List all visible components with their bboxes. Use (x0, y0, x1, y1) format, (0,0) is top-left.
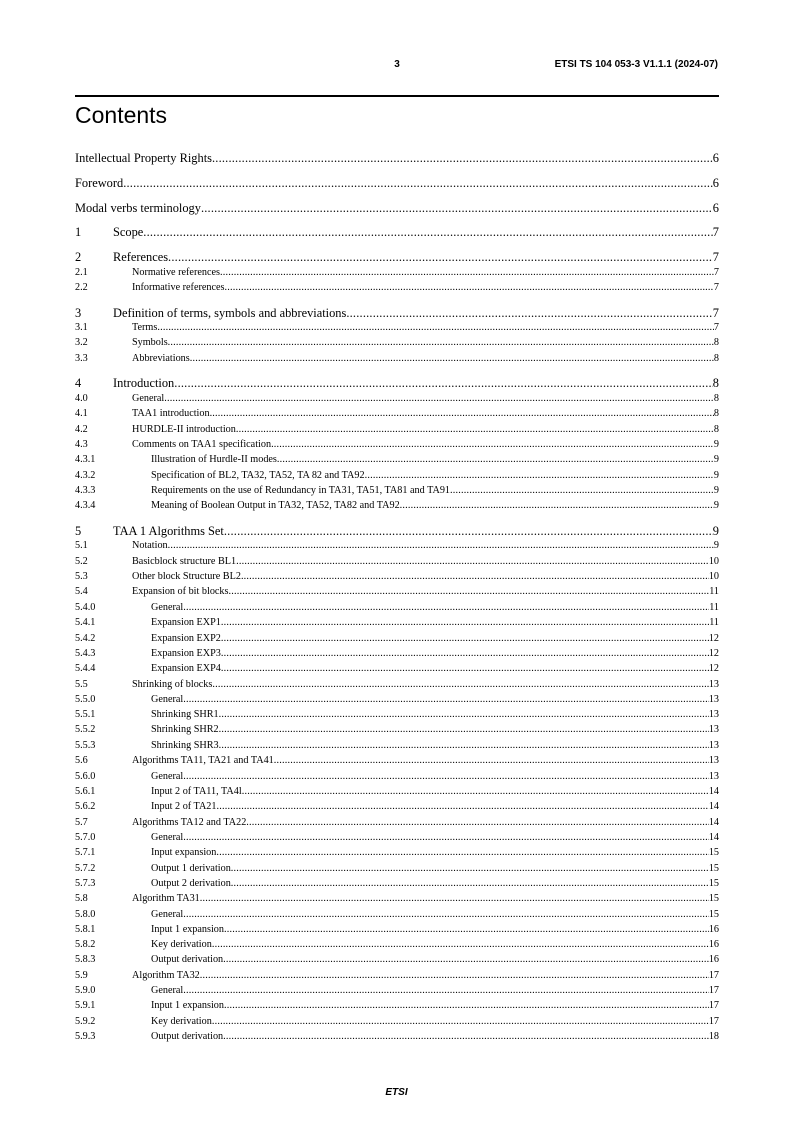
toc-dot-leader (183, 601, 709, 614)
toc-entry-page: 13 (708, 755, 719, 766)
toc-entry[interactable] (75, 984, 719, 997)
toc-entry-number: 5.4 (75, 586, 88, 597)
document-identifier: ETSI TS 104 053-3 V1.1.1 (2024-07) (554, 59, 718, 70)
toc-entry[interactable] (75, 938, 719, 951)
toc-dot-leader (168, 336, 714, 349)
toc-entry-page: 9 (713, 540, 719, 551)
toc-entry[interactable] (75, 953, 719, 966)
toc-entry-number: 5.8 (75, 893, 88, 904)
toc-entry[interactable] (75, 321, 719, 334)
toc-entry-page: 10 (708, 556, 719, 567)
toc-entry-number: 2 (75, 250, 82, 264)
toc-entry-title: Specification of BL2, TA32, TA52, TA 82 and TA92 (151, 470, 365, 481)
toc-entry-page: 17 (708, 1000, 719, 1011)
toc-dot-leader (224, 999, 709, 1012)
toc-dot-leader (221, 647, 709, 660)
toc-entry-number: 4.2 (75, 424, 88, 435)
toc-entry-page: 8 (712, 376, 719, 390)
toc-entry-title: Modal verbs terminology (75, 201, 201, 215)
toc-entry-page: 14 (708, 832, 719, 843)
page-number: 3 (394, 59, 400, 70)
toc-dot-leader (221, 632, 709, 645)
toc-entry[interactable] (75, 423, 719, 436)
toc-entry-number: 4.3.3 (75, 485, 96, 496)
toc-dot-leader (224, 524, 713, 539)
toc-entry-title: General (151, 694, 184, 705)
toc-entry-title: Other block Structure BL2 (132, 571, 241, 582)
toc-entry-title: General (151, 771, 184, 782)
toc-entry-title: Input 1 expansion (151, 924, 224, 935)
toc-entry-title: Expansion EXP2 (151, 633, 221, 644)
toc-dot-leader (183, 908, 709, 921)
toc-entry[interactable] (75, 800, 719, 813)
toc-entry-title: General (151, 985, 184, 996)
toc-entry-title: Shrinking SHR3 (151, 740, 219, 751)
toc-entry-page: 12 (708, 633, 719, 644)
toc-entry[interactable] (75, 281, 719, 294)
toc-entry-number: 5.4.1 (75, 617, 96, 628)
toc-entry-page: 17 (708, 970, 719, 981)
toc-entry[interactable] (75, 151, 719, 166)
toc-entry[interactable] (75, 376, 719, 391)
page-title: Contents (75, 102, 168, 128)
toc-entry-page: 14 (708, 801, 719, 812)
toc-entry-page: 6 (712, 201, 719, 215)
toc-entry-number: 5.9.2 (75, 1016, 96, 1027)
toc-entry-number: 5.8.1 (75, 924, 96, 935)
toc-entry[interactable] (75, 739, 719, 752)
toc-entry-number: 4.1 (75, 408, 88, 419)
toc-entry-page: 7 (712, 250, 719, 264)
toc-dot-leader (223, 953, 709, 966)
toc-entry-number: 5.6 (75, 755, 88, 766)
toc-entry-number: 5.7.1 (75, 847, 96, 858)
toc-entry[interactable] (75, 225, 719, 240)
toc-entry[interactable] (75, 539, 719, 552)
toc-dot-leader (216, 846, 708, 859)
toc-entry[interactable] (75, 754, 719, 767)
toc-entry-page: 9 (713, 439, 719, 450)
toc-entry[interactable] (75, 831, 719, 844)
toc-entry[interactable] (75, 176, 719, 191)
toc-dot-leader (241, 570, 709, 583)
toc-dot-leader (274, 754, 709, 767)
toc-entry[interactable] (75, 693, 719, 706)
toc-dot-leader (168, 539, 714, 552)
toc-dot-leader (277, 453, 714, 466)
toc-entry-page: 7 (713, 322, 719, 333)
toc-entry-number: 2.2 (75, 282, 88, 293)
toc-entry[interactable] (75, 1030, 719, 1043)
toc-entry-number: 5.2 (75, 556, 88, 567)
header-rule (75, 95, 719, 97)
toc-entry[interactable] (75, 723, 719, 736)
toc-entry[interactable] (75, 585, 719, 598)
toc-dot-leader (365, 469, 714, 482)
toc-dot-leader (183, 693, 709, 706)
toc-entry-page: 11 (709, 586, 719, 597)
toc-entry-page: 7 (713, 267, 719, 278)
toc-entry-number: 5.9 (75, 970, 88, 981)
toc-dot-leader (242, 785, 709, 798)
toc-entry[interactable] (75, 632, 719, 645)
toc-entry-number: 4.3.1 (75, 454, 96, 465)
toc-dot-leader (200, 892, 709, 905)
toc-entry-title: Output derivation (151, 1031, 224, 1042)
toc-entry-number: 5.6.1 (75, 786, 96, 797)
toc-entry-title: Expansion EXP3 (151, 648, 221, 659)
toc-entry-page: 7 (712, 225, 719, 239)
toc-entry-page: 8 (713, 337, 719, 348)
toc-entry-number: 4.3.2 (75, 470, 96, 481)
toc-entry-page: 9 (713, 470, 719, 481)
toc-entry-title: Basicblock structure BL1 (132, 556, 237, 567)
toc-entry-title: Informative references (132, 282, 225, 293)
toc-entry[interactable] (75, 862, 719, 875)
toc-dot-leader (200, 969, 709, 982)
toc-entry-page: 18 (708, 1031, 719, 1042)
toc-entry[interactable] (75, 708, 719, 721)
toc-entry-number: 4.0 (75, 393, 88, 404)
toc-entry[interactable] (75, 484, 719, 497)
toc-entry-number: 1 (75, 225, 82, 239)
toc-entry-title: Illustration of Hurdle-II modes (151, 454, 277, 465)
footer-publisher: ETSI (385, 1087, 408, 1098)
toc-entry-page: 14 (708, 817, 719, 828)
toc-entry-number: 5.4.2 (75, 633, 96, 644)
toc-entry-number: 5.6.2 (75, 801, 96, 812)
toc-dot-leader (212, 678, 708, 691)
toc-entry-page: 8 (713, 424, 719, 435)
toc-entry[interactable] (75, 647, 719, 660)
toc-entry-page: 14 (708, 786, 719, 797)
toc-entry-number: 5.4.3 (75, 648, 96, 659)
toc-entry-number: 5.5.3 (75, 740, 96, 751)
toc-entry-page: 13 (708, 740, 719, 751)
toc-entry-page: 9 (713, 485, 719, 496)
toc-entry-number: 5.8.0 (75, 909, 96, 920)
toc-dot-leader (164, 392, 714, 405)
toc-entry-number: 4.3 (75, 439, 88, 450)
toc-dot-leader (450, 484, 714, 497)
toc-entry[interactable] (75, 816, 719, 829)
toc-entry-title: Input expansion (151, 847, 217, 858)
toc-entry[interactable] (75, 616, 719, 629)
toc-entry-page: 16 (708, 939, 719, 950)
toc-entry-number: 5.5.2 (75, 724, 96, 735)
toc-entry-number: 5.7.3 (75, 878, 96, 889)
toc-entry-number: 5.5.0 (75, 694, 96, 705)
toc-dot-leader (224, 923, 709, 936)
toc-entry[interactable] (75, 570, 719, 583)
toc-entry-title: Output 2 derivation (151, 878, 231, 889)
toc-entry-title: Intellectual Property Rights (75, 151, 212, 165)
toc-dot-leader (190, 352, 714, 365)
toc-dot-leader (183, 984, 709, 997)
toc-entry-number: 5.8.2 (75, 939, 96, 950)
toc-dot-leader (183, 831, 709, 844)
toc-entry-title: Definition of terms, symbols and abbreviations (113, 306, 347, 320)
toc-entry-title: Shrinking SHR2 (151, 724, 219, 735)
toc-entry-number: 5.4.4 (75, 663, 96, 674)
toc-dot-leader (157, 321, 714, 334)
toc-entry-title: Shrinking SHR1 (151, 709, 219, 720)
toc-dot-leader (221, 616, 709, 629)
toc-entry-page: 13 (708, 709, 719, 720)
toc-dot-leader (224, 281, 713, 294)
toc-entry-title: Expansion EXP4 (151, 663, 221, 674)
toc-entry[interactable] (75, 306, 719, 321)
toc-entry-page: 11 (709, 602, 719, 613)
toc-entry-page: 9 (713, 500, 719, 511)
toc-entry-number: 5.9.3 (75, 1031, 96, 1042)
toc-dot-leader (174, 376, 713, 391)
toc-dot-leader (219, 723, 709, 736)
toc-entry-title: References (113, 250, 169, 264)
toc-entry-title: Comments on TAA1 specification (132, 439, 272, 450)
toc-entry-title: Shrinking of blocks (132, 679, 213, 690)
toc-entry[interactable] (75, 678, 719, 691)
toc-entry-page: 15 (708, 893, 719, 904)
toc-entry-page: 7 (712, 306, 719, 320)
toc-entry-title: Introduction (113, 376, 175, 390)
toc-dot-leader (271, 438, 714, 451)
toc-entry[interactable] (75, 407, 719, 420)
toc-dot-leader (231, 862, 709, 875)
toc-entry-title: General (151, 909, 184, 920)
toc-entry-page: 13 (708, 724, 719, 735)
toc-entry-title: Input 1 expansion (151, 1000, 224, 1011)
toc-dot-leader (212, 938, 709, 951)
toc-entry-page: 11 (709, 617, 719, 628)
toc-entry-title: TAA 1 Algorithms Set (113, 524, 224, 538)
toc-entry-number: 3.1 (75, 322, 88, 333)
toc-entry-page: 9 (712, 524, 719, 538)
toc-entry-number: 4.3.4 (75, 500, 96, 511)
toc-entry-title: Expansion EXP1 (151, 617, 221, 628)
toc-dot-leader (143, 225, 713, 240)
toc-entry-number: 5.7.2 (75, 863, 96, 874)
toc-entry[interactable] (75, 266, 719, 279)
toc-dot-leader (229, 585, 710, 598)
toc-entry[interactable] (75, 352, 719, 365)
toc-entry-number: 5.4.0 (75, 602, 96, 613)
toc-entry-number: 5.5.1 (75, 709, 96, 720)
toc-entry-number: 3.3 (75, 353, 88, 364)
toc-entry-title: TAA1 introduction (132, 408, 210, 419)
toc-entry-title: Input 2 of TA11, TA4l (151, 786, 242, 797)
toc-entry-page: 8 (713, 393, 719, 404)
toc-entry-page: 8 (713, 408, 719, 419)
toc-dot-leader (219, 739, 709, 752)
toc-entry-number: 5.1 (75, 540, 88, 551)
toc-entry-number: 5.7 (75, 817, 88, 828)
toc-entry-title: Expansion of bit blocks (132, 586, 229, 597)
toc-entry-number: 5.3 (75, 571, 88, 582)
toc-dot-leader (219, 708, 709, 721)
toc-entry[interactable] (75, 770, 719, 783)
toc-entry-number: 5.8.3 (75, 954, 96, 965)
toc-entry[interactable] (75, 250, 719, 265)
toc-entry[interactable] (75, 908, 719, 921)
toc-entry-page: 16 (708, 954, 719, 965)
toc-entry-page: 13 (708, 694, 719, 705)
toc-dot-leader (246, 816, 709, 829)
toc-entry-number: 2.1 (75, 267, 88, 278)
toc-entry[interactable] (75, 499, 719, 512)
toc-entry-title: Terms (132, 322, 158, 333)
toc-entry-title: General (151, 602, 184, 613)
toc-entry-title: Algorithms TA11, TA21 and TA41 (132, 755, 274, 766)
toc-entry-page: 12 (708, 663, 719, 674)
toc-dot-leader (400, 499, 714, 512)
toc-entry-page: 15 (708, 909, 719, 920)
toc-entry-page: 10 (708, 571, 719, 582)
toc-entry-title: Foreword (75, 176, 124, 190)
toc-entry[interactable] (75, 555, 719, 568)
toc-dot-leader (201, 201, 713, 216)
toc-entry[interactable] (75, 999, 719, 1012)
toc-dot-leader (210, 407, 714, 420)
toc-entry[interactable] (75, 469, 719, 482)
toc-entry[interactable] (75, 892, 719, 905)
toc-entry-title: General (132, 393, 165, 404)
toc-entry-number: 5.9.0 (75, 985, 96, 996)
toc-entry-number: 5 (75, 524, 82, 538)
toc-dot-leader (231, 877, 709, 890)
toc-entry-page: 13 (708, 771, 719, 782)
toc-entry-title: General (151, 832, 184, 843)
toc-entry[interactable] (75, 1015, 719, 1028)
toc-entry-title: Normative references (132, 267, 220, 278)
toc-entry-number: 3 (75, 306, 82, 320)
toc-dot-leader (346, 306, 712, 321)
toc-entry-title: Input 2 of TA21 (151, 801, 217, 812)
toc-entry[interactable] (75, 877, 719, 890)
toc-entry-title: Algorithms TA12 and TA22 (132, 817, 247, 828)
toc-entry-page: 6 (712, 151, 719, 165)
toc-entry-number: 5.9.1 (75, 1000, 96, 1011)
toc-dot-leader (236, 555, 709, 568)
toc-entry[interactable] (75, 392, 719, 405)
toc-entry-number: 5.5 (75, 679, 88, 690)
toc-entry[interactable] (75, 201, 719, 216)
toc-entry-number: 5.6.0 (75, 771, 96, 782)
toc-entry-page: 15 (708, 847, 719, 858)
toc-entry-title: Algorithm TA31 (132, 893, 200, 904)
toc-entry[interactable] (75, 524, 719, 539)
toc-entry-title: Scope (113, 225, 144, 239)
toc-dot-leader (236, 423, 714, 436)
toc-dot-leader (212, 1015, 709, 1028)
toc-entry-title: Symbols (132, 337, 168, 348)
toc-dot-leader (168, 250, 713, 265)
toc-entry-title: Key derivation (151, 1016, 212, 1027)
toc-entry-number: 3.2 (75, 337, 88, 348)
toc-entry[interactable] (75, 969, 719, 982)
toc-dot-leader (217, 800, 709, 813)
toc-entry-number: 5.7.0 (75, 832, 96, 843)
toc-entry[interactable] (75, 662, 719, 675)
toc-entry-title: Key derivation (151, 939, 212, 950)
toc-entry-page: 17 (708, 1016, 719, 1027)
toc-entry-title: Output derivation (151, 954, 224, 965)
toc-entry-page: 13 (708, 679, 719, 690)
toc-entry-title: Notation (132, 540, 168, 551)
toc-entry-title: Output 1 derivation (151, 863, 231, 874)
toc-entry[interactable] (75, 336, 719, 349)
toc-entry[interactable] (75, 601, 719, 614)
toc-entry-page: 15 (708, 878, 719, 889)
toc-entry-number: 4 (75, 376, 82, 390)
toc-entry[interactable] (75, 785, 719, 798)
toc-dot-leader (223, 1030, 709, 1043)
toc-entry-page: 12 (708, 648, 719, 659)
toc-entry-page: 6 (712, 176, 719, 190)
toc-dot-leader (123, 176, 713, 191)
toc-entry-title: Meaning of Boolean Output in TA32, TA52, TA82 and TA92 (151, 500, 400, 511)
toc-dot-leader (183, 770, 709, 783)
toc-entry-page: 7 (713, 282, 719, 293)
toc-entry-title: HURDLE-II introduction (132, 424, 236, 435)
toc-entry-page: 17 (708, 985, 719, 996)
toc-dot-leader (220, 266, 714, 279)
toc-entry-page: 9 (713, 454, 719, 465)
toc-entry-title: Requirements on the use of Redundancy in TA31, TA51, TA81 and TA91 (151, 485, 451, 496)
toc-entry-page: 8 (713, 353, 719, 364)
toc-entry[interactable] (75, 453, 719, 466)
toc-entry-title: Abbreviations (132, 353, 190, 364)
toc-entry[interactable] (75, 923, 719, 936)
toc-entry-page: 15 (708, 863, 719, 874)
toc-entry[interactable] (75, 438, 719, 451)
toc-dot-leader (221, 662, 709, 675)
toc-entry-title: Algorithm TA32 (132, 970, 200, 981)
toc-entry[interactable] (75, 846, 719, 859)
toc-entry-page: 16 (708, 924, 719, 935)
toc-dot-leader (212, 151, 713, 166)
